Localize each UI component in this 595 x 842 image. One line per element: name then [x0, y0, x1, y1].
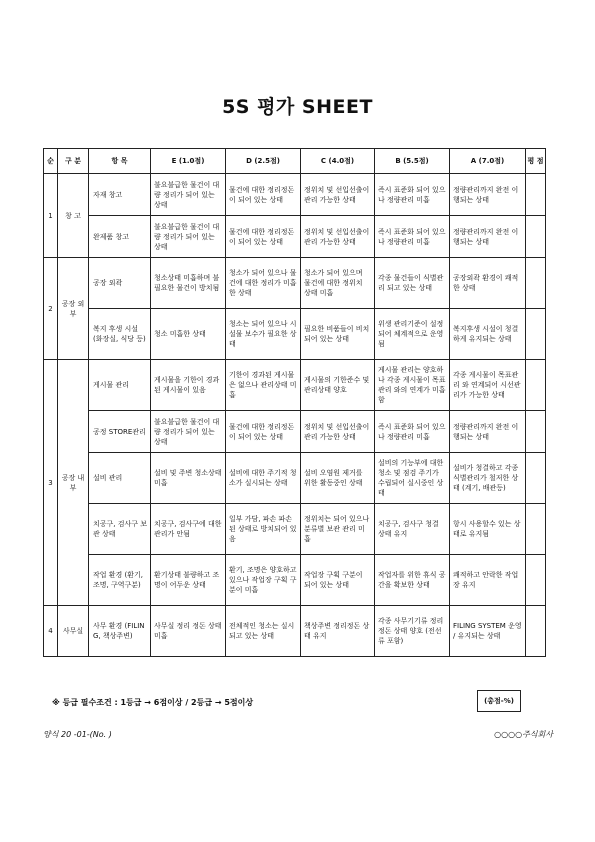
table-row	[44, 216, 546, 258]
criteria-d: 환기, 조명은 양호하고 있으나 작업장 구획 구분이 미흡	[226, 555, 301, 606]
header-grade-c: C (4.0점)	[301, 149, 375, 174]
total-score-box: (총점-%)	[477, 690, 521, 712]
criteria-e: 불요불급한 물건이 대량 정리가 되어 있는 상태	[151, 411, 226, 453]
header-grade-a: A (7.0점)	[450, 149, 526, 174]
score-cell[interactable]	[526, 606, 546, 657]
criteria-b: 게시물 관리는 양호하나 각종 게시물이 목표관리 와의 연계가 미흡함	[375, 360, 450, 411]
criteria-d: 청소는 되어 있으나 시설물 보수가 필요한 상태	[226, 309, 301, 360]
criteria-d: 물건에 대한 정리정돈이 되어 있는 상태	[226, 216, 301, 258]
item-name: 공장 외곽	[89, 258, 151, 309]
criteria-a: 공장외곽 환경이 쾌적한 상태	[450, 258, 526, 309]
grade-note: ※ 등급 필수조건 : 1등급 → 6점이상 / 2등급 → 5점이상	[52, 698, 254, 707]
item-name: 설비 관리	[89, 453, 151, 504]
score-cell[interactable]	[526, 504, 546, 555]
score-cell[interactable]	[526, 174, 546, 216]
section-no: 1	[44, 174, 58, 258]
score-cell[interactable]	[526, 216, 546, 258]
score-cell[interactable]	[526, 309, 546, 360]
item-name: 게시물 관리	[89, 360, 151, 411]
criteria-c: 게시물의 기한준수 및 관리상태 양호	[301, 360, 375, 411]
criteria-a: 각종 게시물이 목표관리 와 연계되어 시선관리가 가능한 상태	[450, 360, 526, 411]
table-row	[44, 411, 546, 453]
criteria-a: 정량관리까지 완전 이행되는 상태	[450, 174, 526, 216]
criteria-b: 각종 물건들이 식별관리 되고 있는 상태	[375, 258, 450, 309]
section-category: 공장 외부	[58, 258, 89, 360]
criteria-c: 정위치 및 선입선출이 관리 가능한 상태	[301, 216, 375, 258]
section-category: 사무실	[58, 606, 89, 657]
criteria-b: 작업자를 위한 휴식 공간을 확보한 상태	[375, 555, 450, 606]
header-no: 순	[44, 149, 58, 174]
table-row	[44, 453, 546, 504]
criteria-b: 설비의 기능부에 대한 청소 및 점검 주기가 수립되어 실시중인 상태	[375, 453, 450, 504]
item-name: 사무 환경 (FILING, 책상주변)	[89, 606, 151, 657]
criteria-b: 각종 사무기기류 정리정돈 상태 양호 (전선류 포함)	[375, 606, 450, 657]
header-row	[44, 149, 546, 174]
criteria-d: 설비에 대한 주기적 청소가 실시되는 상태	[226, 453, 301, 504]
header-category: 구 분	[58, 149, 89, 174]
score-cell[interactable]	[526, 411, 546, 453]
criteria-a: 쾌적하고 안락한 작업장 유지	[450, 555, 526, 606]
criteria-e: 게시물을 기한이 경과된 게시물이 있음	[151, 360, 226, 411]
header-grade-b: B (5.5점)	[375, 149, 450, 174]
criteria-a: 정량관리까지 완전 이행되는 상태	[450, 216, 526, 258]
item-name: 복지 후생 시설 (화장실, 식당 등)	[89, 309, 151, 360]
item-name: 자재 창고	[89, 174, 151, 216]
header-grade-e: E (1.0점)	[151, 149, 226, 174]
criteria-e: 설비 및 주변 청소상태 미흡	[151, 453, 226, 504]
criteria-b: 위생 관리기준이 설정 되어 체계적으로 운영됨	[375, 309, 450, 360]
section-category: 창 고	[58, 174, 89, 258]
score-cell[interactable]	[526, 555, 546, 606]
score-cell[interactable]	[526, 258, 546, 309]
criteria-b: 즉시 표준화 되어 있으나 정량관리 미흡	[375, 216, 450, 258]
header-item: 항 목	[89, 149, 151, 174]
sheet-title: 5S 평가 SHEET	[222, 96, 373, 118]
evaluation-table	[43, 148, 546, 657]
criteria-d: 전체적인 청소는 실시 되고 있는 상태	[226, 606, 301, 657]
criteria-d: 일부 가담, 파손 파손된 상태로 방치되어 있음	[226, 504, 301, 555]
table-row	[44, 555, 546, 606]
section-category: 공장 내부	[58, 360, 89, 606]
criteria-a: 복지후생 시설이 청결하게 유지되는 상태	[450, 309, 526, 360]
table-row	[44, 309, 546, 360]
score-cell[interactable]	[526, 360, 546, 411]
criteria-b: 즉시 표준화 되어 있으나 정량관리 미흡	[375, 411, 450, 453]
criteria-b: 즉시 표준화 되어 있으나 정량관리 미흡	[375, 174, 450, 216]
criteria-d: 기한이 경과된 게시물은 없으나 관리상태 미흡	[226, 360, 301, 411]
criteria-a: 설비가 청결하고 각종 식별관리가 철저한 상태 (계기, 배관등)	[450, 453, 526, 504]
item-name: 치공구, 검사구 보관 상태	[89, 504, 151, 555]
criteria-a: 정량관리까지 완전 이행되는 상태	[450, 411, 526, 453]
criteria-e: 치공구, 검사구에 대한 관리가 안됨	[151, 504, 226, 555]
criteria-c: 필요한 비품들이 비치 되어 있는 상태	[301, 309, 375, 360]
table-row	[44, 174, 546, 216]
criteria-e: 청소 미흡한 상태	[151, 309, 226, 360]
criteria-e: 환기상태 불량하고 조명이 어두운 상태	[151, 555, 226, 606]
criteria-e: 불요불급한 물건이 대량 정리가 되어 있는 상태	[151, 216, 226, 258]
criteria-e: 불요불급한 물건이 대량 정리가 되어 있는 상태	[151, 174, 226, 216]
criteria-c: 정위치 및 선입선출이 관리 가능한 상태	[301, 411, 375, 453]
criteria-e: 청소상태 미흡하며 불필요한 물건이 방치됨	[151, 258, 226, 309]
criteria-c: 책상주변 정리정돈 상태 유지	[301, 606, 375, 657]
section-no: 3	[44, 360, 58, 606]
criteria-d: 물건에 대한 정리정돈이 되어 있는 상태	[226, 174, 301, 216]
header-score: 평 점	[526, 149, 546, 174]
criteria-c: 정위치는 되어 있으나 분류별 보관 관리 미흡	[301, 504, 375, 555]
section-no: 2	[44, 258, 58, 360]
criteria-c: 청소가 되어 있으며 물건에 대한 정위치 상태 미흡	[301, 258, 375, 309]
criteria-a: FILING SYSTEM 운영 / 유지되는 상태	[450, 606, 526, 657]
score-cell[interactable]	[526, 453, 546, 504]
criteria-b: 치공구, 검사구 청결 상태 유지	[375, 504, 450, 555]
criteria-c: 작업장 구획 구분이 되어 있는 상태	[301, 555, 375, 606]
criteria-e: 사무실 정리 정돈 상태 미흡	[151, 606, 226, 657]
section-no: 4	[44, 606, 58, 657]
criteria-d: 물건에 대한 정리정돈이 되어 있는 상태	[226, 411, 301, 453]
criteria-c: 설비 오염원 제거를 위한 활동중인 상태	[301, 453, 375, 504]
criteria-a: 항시 사용할수 있는 상태로 유지됨	[450, 504, 526, 555]
item-name: 공정 STORE관리	[89, 411, 151, 453]
table-row	[44, 258, 546, 309]
header-grade-d: D (2.5점)	[226, 149, 301, 174]
table-row	[44, 360, 546, 411]
table-row	[44, 606, 546, 657]
company-name: ○○○○주식회사	[494, 730, 553, 739]
criteria-c: 정위치 및 선입선출이 관리 가능한 상태	[301, 174, 375, 216]
criteria-d: 청소가 되어 있으나 물건에 대한 정리가 미흡한 상태	[226, 258, 301, 309]
table-row	[44, 504, 546, 555]
form-number: 양식 20 -01-(No. )	[43, 730, 112, 739]
item-name: 완제품 창고	[89, 216, 151, 258]
item-name: 작업 환경 (환기, 조명, 구역구분)	[89, 555, 151, 606]
